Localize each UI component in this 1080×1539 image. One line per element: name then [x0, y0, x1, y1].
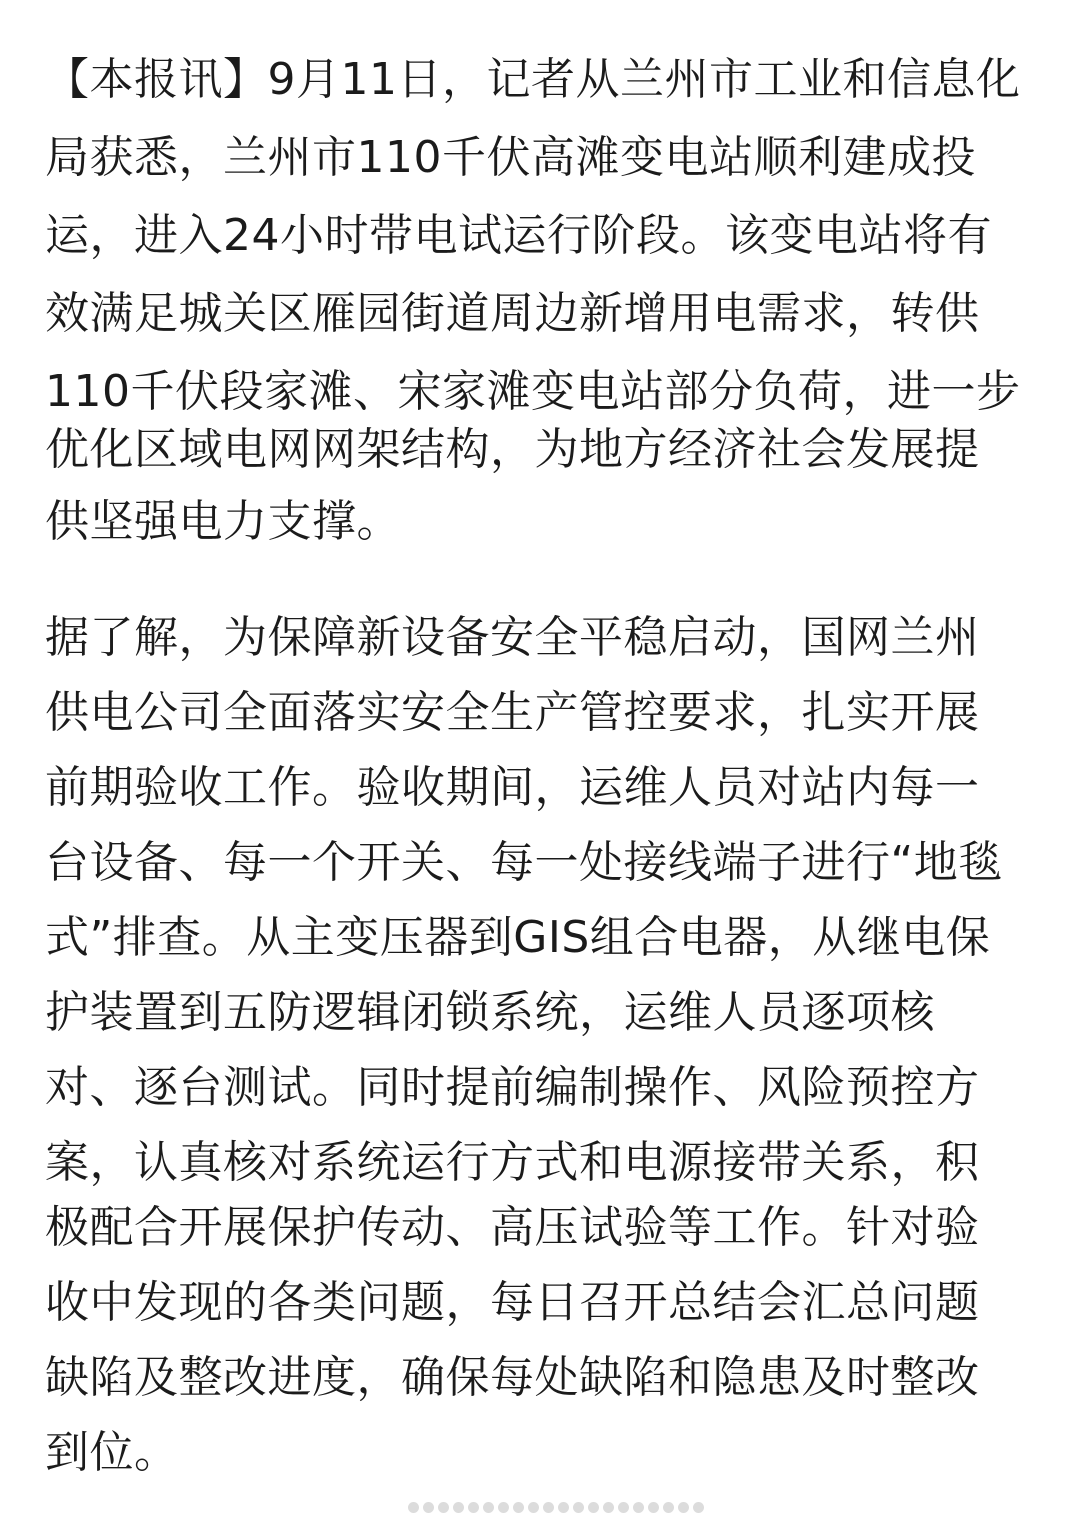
- text-line: 供坚强电力支撑。: [45, 496, 401, 547]
- dot: [648, 1502, 659, 1513]
- text-line: 护装置到五防逻辑闭锁系统，运维人员逐项核: [45, 987, 935, 1038]
- dot: [453, 1502, 464, 1513]
- text-line: 收中发现的各类问题，每日召开总结会汇总问题: [45, 1277, 980, 1328]
- text-line: 【本报讯】9月11日，记者从兰州市工业和信息化: [45, 54, 1021, 105]
- dot: [498, 1502, 509, 1513]
- dot: [663, 1502, 674, 1513]
- dot: [528, 1502, 539, 1513]
- watermark-dots: [408, 1502, 704, 1513]
- text-line: 供电公司全面落实安全生产管控要求，扎实开展: [45, 687, 980, 738]
- dot: [438, 1502, 449, 1513]
- text-line: 局获悉，兰州市110千伏高滩变电站顺利建成投: [45, 132, 976, 183]
- dot: [543, 1502, 554, 1513]
- text-line: 到位。: [45, 1427, 179, 1478]
- dot: [603, 1502, 614, 1513]
- dot: [618, 1502, 629, 1513]
- dot: [633, 1502, 644, 1513]
- text-line: 运，进入24小时带电试运行阶段。该变电站将有: [45, 210, 992, 261]
- text-line: 前期验收工作。验收期间，运维人员对站内每一: [45, 762, 980, 813]
- text-line: 110千伏段家滩、宋家滩变电站部分负荷，进一步: [45, 366, 1021, 417]
- dot: [558, 1502, 569, 1513]
- dot: [513, 1502, 524, 1513]
- text-line: 优化区域电网网架结构，为地方经济社会发展提: [45, 424, 980, 475]
- text-line: 据了解，为保障新设备安全平稳启动，国网兰州: [45, 612, 980, 663]
- dot: [483, 1502, 494, 1513]
- text-line: 效满足城关区雁园街道周边新增用电需求，转供: [45, 288, 980, 339]
- dot: [678, 1502, 689, 1513]
- text-line: 式”排查。从主变压器到GIS组合电器，从继电保: [45, 912, 991, 963]
- text-line: 案，认真核对系统运行方式和电源接带关系，积: [45, 1137, 980, 1188]
- text-line: 台设备、每一个开关、每一处接线端子进行“地毯: [45, 837, 1003, 888]
- dot: [693, 1502, 704, 1513]
- dot: [408, 1502, 419, 1513]
- text-line: 极配合开展保护传动、高压试验等工作。针对验: [45, 1202, 980, 1253]
- text-line: 缺陷及整改进度，确保每处缺陷和隐患及时整改: [45, 1352, 980, 1403]
- dot: [588, 1502, 599, 1513]
- dot: [468, 1502, 479, 1513]
- text-line: 对、逐台测试。同时提前编制操作、风险预控方: [45, 1062, 980, 1113]
- dot: [573, 1502, 584, 1513]
- dot: [423, 1502, 434, 1513]
